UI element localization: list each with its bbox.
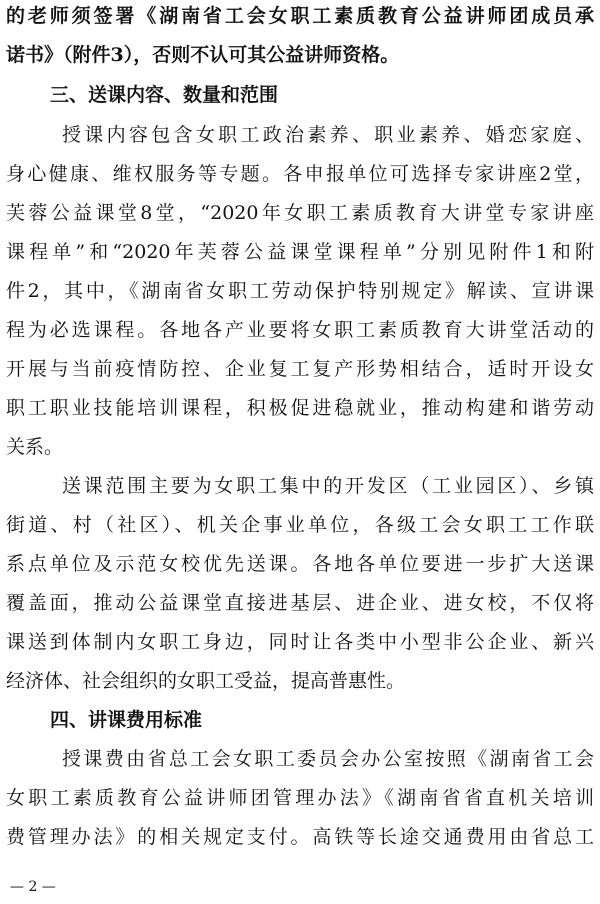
section-3-para-1-line: 件2，其中，《湖南省女职工劳动保护特别规定》解读、宣讲课 xyxy=(6,280,594,302)
section-3-para-2-line: 街道、村（社区）、机关企事业单位，各级工会女职工工作联 xyxy=(6,514,594,536)
section-4-heading: 四、讲课费用标准 xyxy=(50,709,203,731)
section-3-para-2-line: 覆盖面，推动公益课堂直接进基层、进企业、进女校，不仅将 xyxy=(6,592,594,614)
section-3-para-2-line: 经济体、社会组织的女职工受益，提高普惠性。 xyxy=(6,670,406,692)
section-3-para-1-line: 授课内容包含女职工政治素养、职业素养、婚恋家庭、 xyxy=(62,124,594,146)
page-number: — 2 — xyxy=(10,879,56,895)
section-3-para-1-line: 身心健康、维权服务等专题。各申报单位可选择专家讲座2堂， xyxy=(6,163,594,185)
section-3-para-1-line: 芙蓉公益课堂8堂，“2020年女职工素质教育大讲堂专家讲座 xyxy=(6,202,594,224)
section-3-para-1-line: 课程单”和“2020年芙蓉公益课堂课程单”分别见附件1和附 xyxy=(6,241,594,263)
section-3-para-2-line: 课送到体制内女职工身边，同时让各类中小型非公企业、新兴 xyxy=(6,631,594,653)
section-4-para-1-line: 女职工素质教育公益讲师团管理办法》《湖南省省直机关培训 xyxy=(6,787,594,809)
section-3-heading: 三、送课内容、数量和范围 xyxy=(50,84,279,106)
section-3-para-1-line: 关系。 xyxy=(6,436,64,458)
continuation-line-2: 诺书》（附件3），否则不认可其公益讲师资格。 xyxy=(6,44,400,66)
continuation-line-1: 的老师须签署《湖南省工会女职工素质教育公益讲师团成员承 xyxy=(6,5,594,27)
section-3-para-1-line: 开展与当前疫情防控、企业复工复产形势相结合，适时开设女 xyxy=(6,358,594,380)
section-4-para-1-line: 授课费由省总工会女职工委员会办公室按照《湖南省工会 xyxy=(62,748,594,770)
section-3-para-2-line: 送课范围主要为女职工集中的开发区（工业园区）、乡镇 xyxy=(62,475,594,497)
section-3-para-2-line: 系点单位及示范女校优先送课。各地各单位要进一步扩大送课 xyxy=(6,553,594,575)
section-3-para-1-line: 职工职业技能培训课程，积极促进稳就业，推动构建和谐劳动 xyxy=(6,397,594,419)
section-3-para-1-line: 程为必选课程。各地各产业要将女职工素质教育大讲堂活动的 xyxy=(6,319,594,341)
section-4-para-1-line: 费管理办法》的相关规定支付。高铁等长途交通费用由省总工 xyxy=(6,826,594,848)
